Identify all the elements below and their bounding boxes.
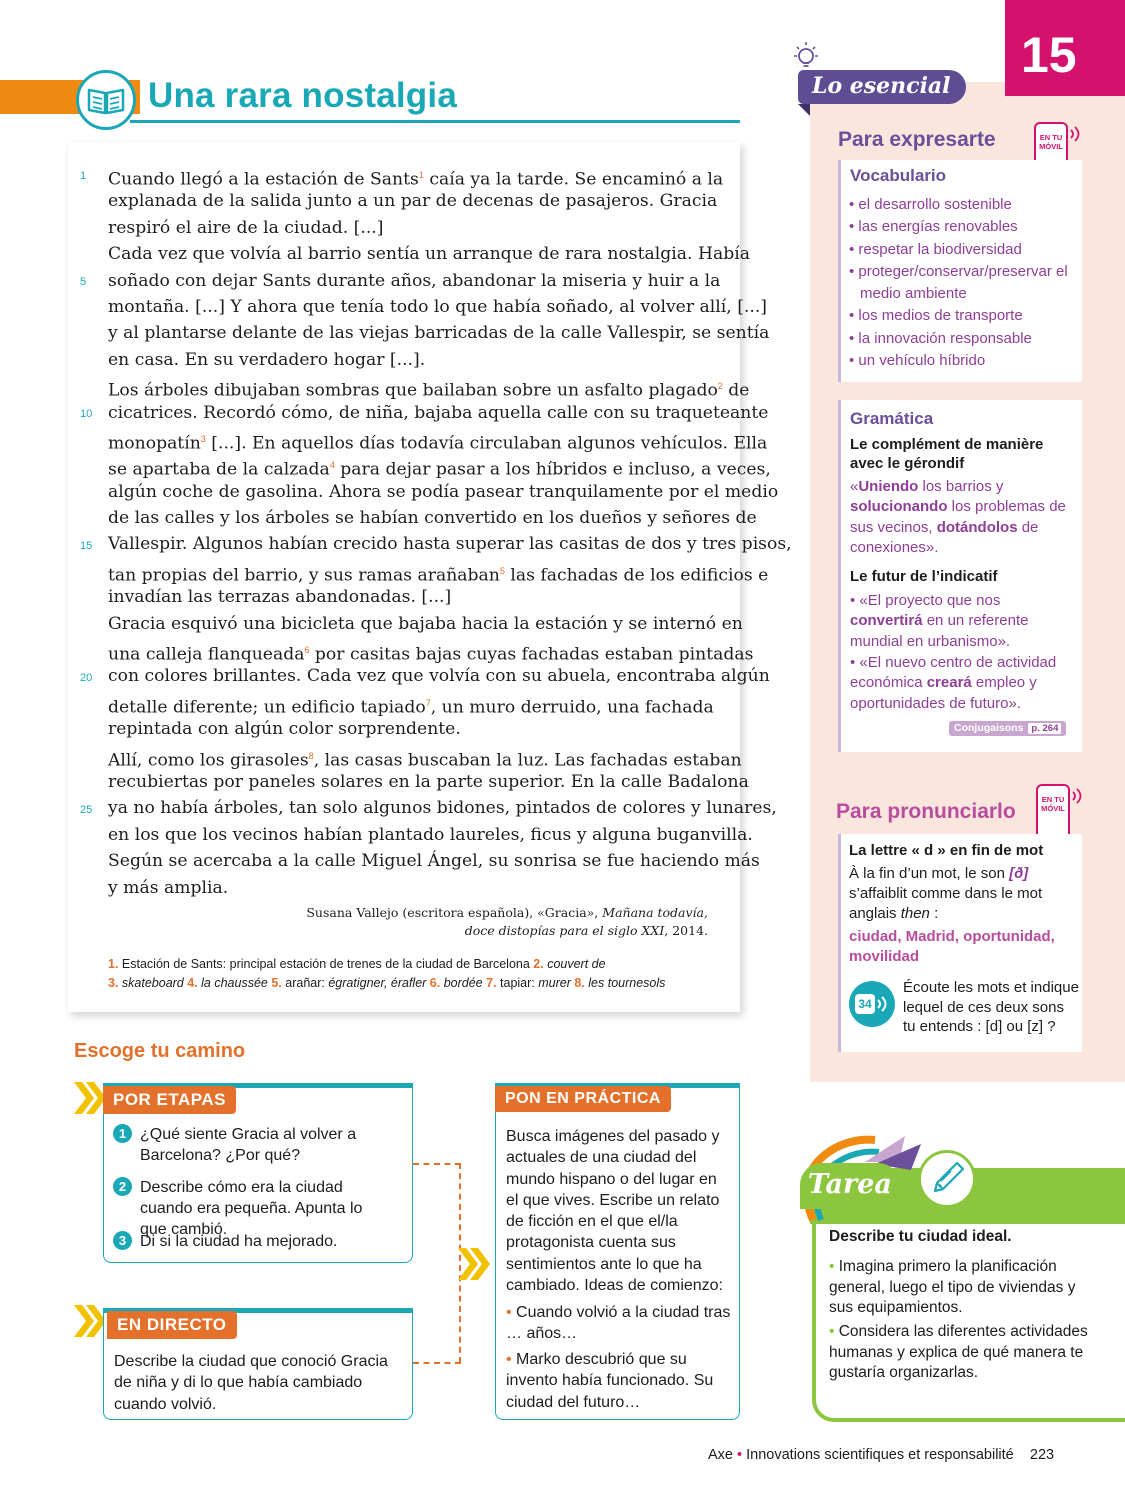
text-line: una calleja flanqueada$^6$ por casitas bajas cuyas fachadas estaban pintadas <box>108 644 754 665</box>
pon-bullet-2: • Marko descubrió que su invento había funcionado. Su ciudad del futuro… <box>506 1351 714 1411</box>
page-number: 223 <box>1029 1447 1055 1463</box>
tarea-bullet-2: • Considera las diferentes actividades humanas y explica de qué manera te gustaría organizarlas. <box>829 1323 1088 1381</box>
footnote-marker: 7 <box>425 697 431 708</box>
page-title: Una rara nostalgia <box>148 76 457 115</box>
text-line: Cuando llegó a la estación de Sants$^1$ caía ya la tarde. Se encaminó a la <box>108 169 724 190</box>
audio-waves-icon <box>876 994 892 1014</box>
source-subtitle: doce distopías para el siglo XXI <box>464 923 665 938</box>
tarea-bullet-1: • Imagina primero la planificación general, luego el tipo de viviendas y sus equipamientos. <box>829 1258 1076 1316</box>
footnote-line-1: 1. Estación de Sants: principal estación de trenes de la ciudad de Barcelona 2. couvert de <box>108 957 606 971</box>
title-underline <box>130 120 740 123</box>
text-line: con colores brillantes. Cada vez que volvía con su abuela, encontraba algún <box>108 666 770 687</box>
gramatica-title: Gramática <box>850 409 934 428</box>
text-line: montaña. [...] Y ahora que tenía todo lo que había soñado, al volver allí, [...] <box>108 296 767 317</box>
line-number: 20 <box>80 671 93 684</box>
en-directo-tag: EN DIRECTO <box>107 1311 237 1339</box>
tarea-label: Tarea <box>808 1169 892 1200</box>
sound-waves-icon <box>1070 786 1086 806</box>
conjugaisons-link[interactable]: Conjugaisons p. 264 <box>949 721 1066 736</box>
audio-track-number: 34 <box>855 994 875 1014</box>
phone-icon[interactable]: EN TU MÓVIL <box>1034 122 1068 178</box>
pon-bullet-1: • Cuando volvió a la ciudad tras … años… <box>506 1304 731 1343</box>
pon-en-practica-tag: PON EN PRÁCTICA <box>495 1086 671 1112</box>
vocab-item: • el desarrollo sostenible <box>849 196 1012 213</box>
gramatica-rule-1: Le complément de manière avec le gérondif <box>850 436 1044 472</box>
text-line: detalle diferente; un edificio tapiado$^7$, un muro derruido, una fachada <box>108 697 714 718</box>
question-2: 2 Describe cómo era la ciudad cuando era pequeña. Apunta lo que cambió. <box>115 1177 390 1240</box>
por-etapas-tag: POR ETAPAS <box>103 1086 236 1114</box>
en-directo-text: Describe la ciudad que conoció Gracia de niña y di lo que había cambiado cuando volvió. <box>114 1353 388 1413</box>
tarea-title: Describe tu ciudad ideal. <box>829 1228 1012 1245</box>
footnote-marker: 5 <box>499 565 505 576</box>
question-1: 1 ¿Qué siente Gracia al volver a Barcelona? ¿Por qué? <box>115 1124 390 1166</box>
text-line: respiró el aire de la ciudad. [...] <box>108 217 384 238</box>
connector-line <box>413 1163 461 1165</box>
footer-theme: Innovations scientifiques et responsabilité <box>746 1447 1014 1463</box>
text-line: en casa. En su verdadero hogar [...]. <box>108 349 426 370</box>
text-line: repintada con algún color sorprendente. <box>108 719 461 740</box>
text-line: en los que los vecinos habían plantado laureles, ficus y alguna buganvilla. <box>108 824 753 845</box>
footnote-marker: 3 <box>200 433 206 444</box>
text-line: soñado con dejar Sants durante años, abandonar la miseria y huir a la <box>108 270 721 291</box>
footnote-marker: 1 <box>418 170 424 180</box>
gramatica-example-3: • «El nuevo centro de actividad económica creará empleo y oportunidades de futuro». <box>850 654 1057 712</box>
source-citation <box>300 904 708 940</box>
book-icon <box>76 70 136 130</box>
footnote-marker: 8 <box>308 750 314 761</box>
text-line: ya no había árboles, tan solo algunos bidones, pintados de colores y lunares, <box>108 798 777 819</box>
vocab-item: • proteger/conservar/preservar el medio ambiente <box>849 262 1068 303</box>
text-line: explanada de la salida junto a un par de decenas de pasajeros. Gracia <box>108 191 718 212</box>
lo-esencial-badge <box>798 70 966 104</box>
footnote-marker: 4 <box>329 460 335 471</box>
lightbulb-icon <box>788 38 824 74</box>
text-line: Según se acercaba a la calle Miguel Ángel, su sonrisa se fue haciendo más <box>108 851 760 872</box>
text-line: algún coche de gasolina. Ahora se podía pasear tranquilamente por el medio <box>108 481 779 502</box>
audio-play-icon[interactable] <box>849 981 895 1027</box>
question-3: 3 Di si la ciudad ha mejorado. <box>115 1231 390 1252</box>
line-number: 25 <box>80 803 93 816</box>
unit-number-tab <box>1005 0 1125 96</box>
sound-waves-icon <box>1068 124 1084 144</box>
para-expresarte-title: Para expresarte <box>838 128 996 151</box>
vocabulario-title: Vocabulario <box>850 166 947 185</box>
page-footer: Axe • Innovations scientifiques et responsabilité 223 <box>708 1447 1055 1463</box>
line-number: 10 <box>80 407 93 420</box>
vocabulario-list <box>849 194 1077 372</box>
text-line: Los árboles dibujaban sombras que bailaban sobre un asfalto plagado$^2$ de <box>108 380 750 401</box>
text-line: de las calles y los árboles se habían convertido en los dueños y señores de <box>108 508 757 529</box>
text-line: monopatín$^3$ [...]. En aquellos días todavía circulaban algunos vehículos. Ella <box>108 433 768 454</box>
footnote-marker: 6 <box>304 645 310 656</box>
text-line: tan propias del barrio, y sus ramas arañaban$^5$ las fachadas de los edificios e <box>108 565 769 586</box>
pronunciation-rule-text: À la fin d’un mot, le son [ð] s’affaiblit comme dans le mot anglais then : <box>849 865 1043 922</box>
gramatica-rule-2: Le futur de l’indicatif <box>850 568 998 585</box>
text-line: Gracia esquivó una bicicleta que bajaba hacia la estación y se internó en <box>108 613 743 634</box>
text-line: se apartaba de la calzada$^4$ para dejar pasar a los híbridos e incluso, a veces, <box>108 460 771 481</box>
lo-esencial-label: Lo esencial <box>812 73 951 99</box>
text-line: recubiertas por paneles solares en la parte superior. En la calle Badalona <box>108 771 749 792</box>
footnote-line-2: 3. skateboard 4. la chaussée 5. arañar: égratigner, érafler 6. bordée 7. tapiar: murer 8. les tournesols <box>108 976 666 990</box>
vocab-item: • un vehículo híbrido <box>849 352 986 370</box>
gramatica-example-2: • «El proyecto que nos convertirá en un referente mundial en urbanismo». <box>850 592 1029 650</box>
pon-en-practica-text: Busca imágenes del pasado y actuales de una ciudad del mundo hispano o del lugar en el que vives. Escribe un relato de ficción en el que el/la protagonista cuenta sus sentimientos ante lo que ha cambiado. Ideas de comienzo: <box>506 1128 724 1295</box>
text-line: Vallespir. Algunos habían crecido hasta superar las casitas de dos y tres pisos, <box>108 534 792 555</box>
source-author: Susana Vallejo (escritora española), «Gracia», <box>306 905 603 920</box>
connector-line <box>413 1362 461 1364</box>
line-number: 1 <box>80 170 87 182</box>
text-line: Cada vez que volvía al barrio sentía un arranque de rara nostalgia. Había <box>108 244 750 265</box>
vocab-item: • la innovación responsable <box>849 329 1032 347</box>
text-line: invadían las terrazas abandonadas. [...] <box>108 587 452 608</box>
footer-axe: Axe <box>708 1447 733 1463</box>
text-line: cicatrices. Recordó cómo, de niña, bajaba aquella calle con su traqueteante <box>108 402 769 423</box>
section-title-escoge: Escoge tu camino <box>74 1040 246 1062</box>
text-line: y al plantarse delante de las viejas barricadas de la calle Vallespir, se sentía <box>108 323 770 344</box>
text-line: y más amplia. <box>108 877 229 898</box>
source-year: , 2014. <box>664 923 708 938</box>
badge-fold <box>798 104 810 116</box>
vocab-item: • los medios de transporte <box>849 307 1023 325</box>
footnotes <box>108 955 728 993</box>
pronunciation-words: ciudad, Madrid, oportunidad, movilidad <box>849 928 1055 965</box>
line-number: 5 <box>80 275 87 288</box>
gramatica-example-1: «Uniendo los barrios y solucionando los problemas de sus vecinos, dotándolos de conexiones». <box>850 478 1066 556</box>
vocab-item: • respetar la biodiversidad <box>849 240 1022 258</box>
pronunciation-rule-title: La lettre « d » en fin de mot <box>849 842 1044 859</box>
pen-icon <box>918 1150 976 1208</box>
text-line: Allí, como los girasoles$^8$, las casas buscaban la luz. Las fachadas estaban <box>108 750 742 771</box>
para-pronunciarlo-title: Para pronunciarlo <box>836 800 1016 823</box>
reading-text <box>108 162 792 901</box>
line-number: 15 <box>80 539 93 552</box>
phone-icon[interactable]: EN TU MÓVIL <box>1036 784 1070 840</box>
footnote-marker: 2 <box>717 381 723 392</box>
chevron-right-icon <box>456 1246 496 1282</box>
unit-number: 15 <box>1021 27 1077 83</box>
source-book: Mañana todavía, <box>602 905 708 920</box>
vocab-item: • las energías renovables <box>849 218 1018 236</box>
pronunciation-instruction: Écoute les mots et indique lequel de ces deux sons tu entends : [d] ou [z] ? <box>903 979 1079 1035</box>
